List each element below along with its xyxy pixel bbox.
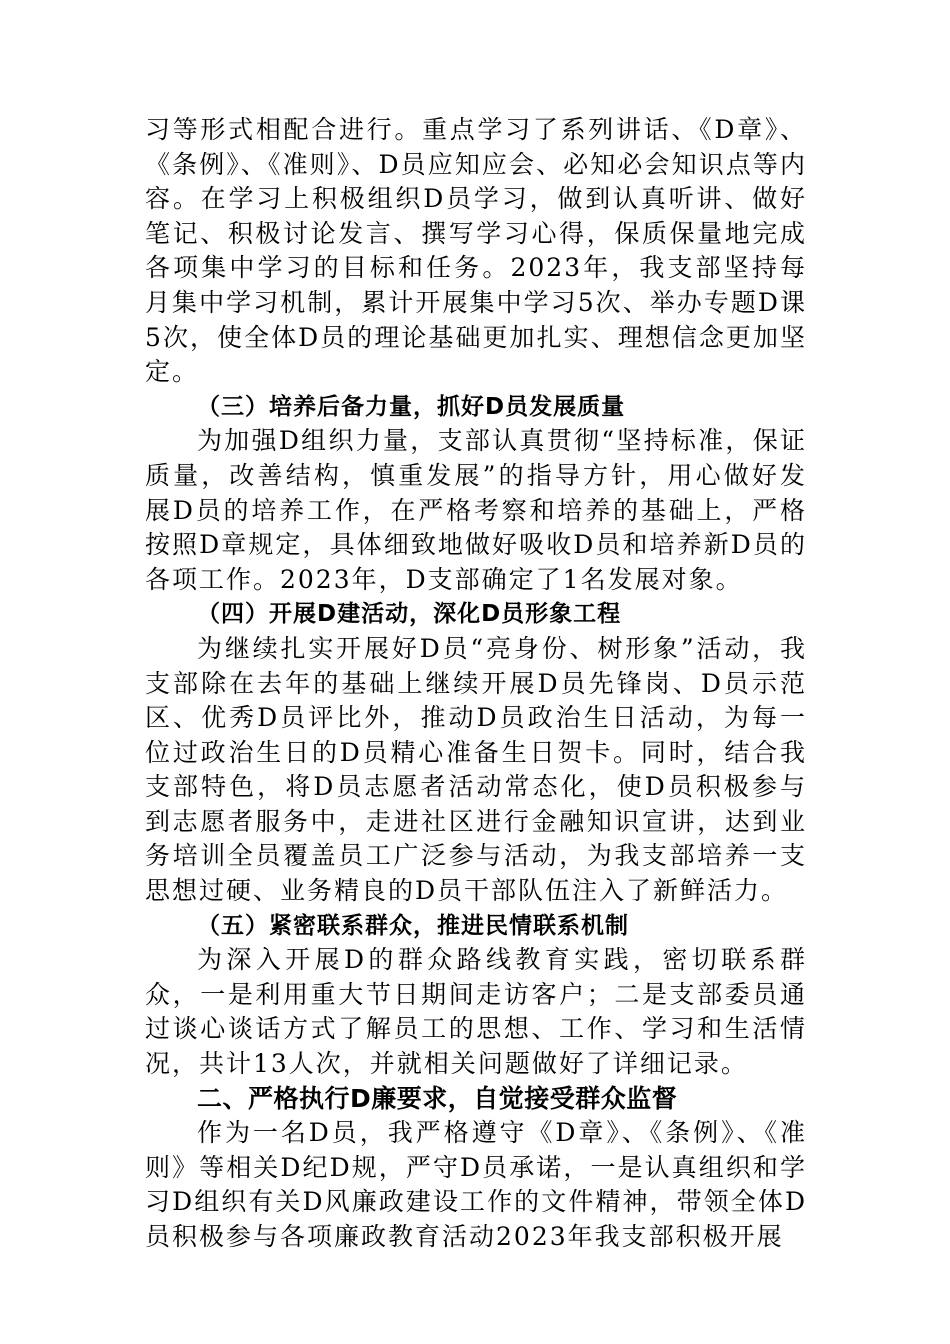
paragraph-development: 为加强D组织力量，支部认真贯彻“坚持标准，保证质量，改善结构，慎重发展”的指导方针，用心做好发展D员的培养工作，在严格考察和培养的基础上，严格按照D章规定，具体细致地做好吸收D员和培养新D员的各项工作。2023年，D支部确定了1名发展对象。	[145, 426, 807, 594]
paragraph-masses: 为深入开展D的群众路线教育实践，密切联系群众，一是利用重大节日期间走访客户；二是支部委员通过谈心谈话方式了解员工的思想、工作、学习和生活情况，共计13人次，并就相关问题做好了详细记录。	[145, 945, 807, 1079]
paragraph-activities: 为继续扎实开展好D员“亮身份、树形象”活动，我支部除在去年的基础上继续开展D员先锋岗、D员示范区、优秀D员评比外，推动D员政治生日活动，为每一位过政治生日的D员精心准备生日贺卡。同时，结合我支部特色，将D员志愿者活动常态化，使D员积极参与到志愿者服务中，走进社区进行金融知识宣讲，达到业务培训全员覆盖员工广泛参与活动，为我支部培养一支思想过硬、业务精良的D员干部队伍注入了新鲜活力。	[145, 633, 807, 906]
heading-section-5: （五）紧密联系群众，推进民情联系机制	[197, 912, 629, 939]
paragraph-integrity: 作为一名D员，我严格遵守《D章》、《条例》、《准则》等相关D纪D规，严守D员承诺，一是认真组织和学习D组织有关D风廉政建设工作的文件精神，带领全体D员积极参与各项廉政教育活动2023年我支部积极开展	[145, 1118, 807, 1251]
document-page	[145, 113, 807, 1255]
heading-part-2: 二、严格执行D廉要求，自觉接受群众监督	[197, 1083, 678, 1113]
heading-section-3: （三）培养后备力量，抓好D员发展质量	[197, 393, 626, 420]
paragraph-study: 习等形式相配合进行。重点学习了系列讲话、《D章》、《条例》、《准则》、D员应知应会、必知必会知识点等内容。在学习上积极组织D员学习，做到认真听讲、做好笔记、积极讨论发言、撰写学习心得，保质保量地完成各项集中学习的目标和任务。2023年，我支部坚持每月集中学习机制，累计开展集中学习5次、举办专题D课5次，使全体D员的理论基础更加扎实、理想信念更加坚定。	[145, 115, 807, 387]
heading-section-4: （四）开展D建活动，深化D员形象工程	[197, 601, 622, 628]
